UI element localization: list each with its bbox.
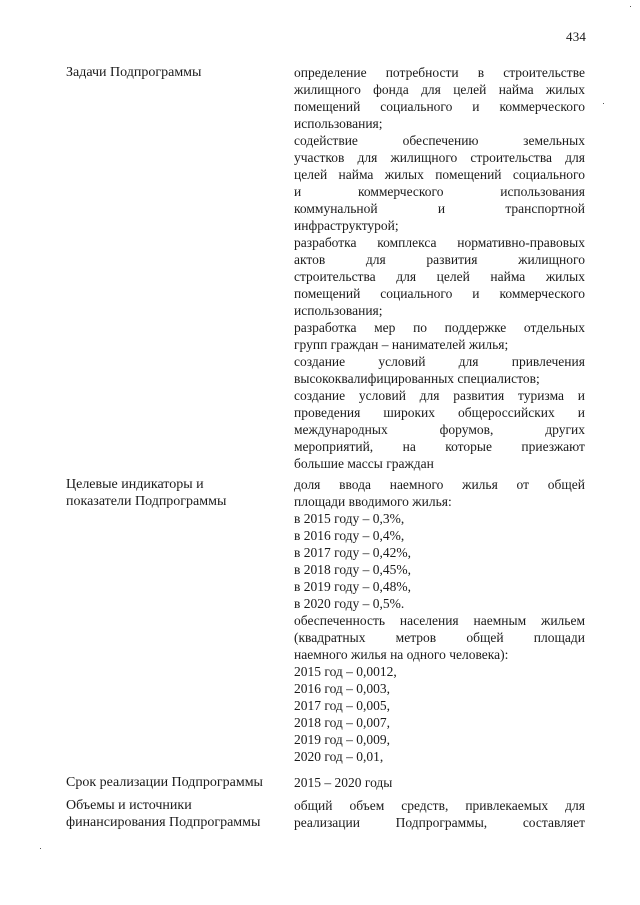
indicators-label (66, 476, 286, 510)
text-line: 2019 год – 0,009, (294, 732, 391, 747)
text-line: 2017 год – 0,005, (294, 698, 391, 713)
text-line: международных форумов, других (294, 422, 585, 437)
text-line: общий объем средств, привлекаемых для (294, 798, 585, 813)
text-line: 2018 год – 0,007, (294, 715, 391, 730)
text-line: высококвалифицированных специалистов; (294, 371, 540, 386)
text-line: проведения широких общероссийских и (294, 405, 585, 420)
text-line: площади вводимого жилья: (294, 494, 452, 509)
text-line: создание условий для развития туризма и (294, 388, 585, 403)
text-line: и коммерческого использования (294, 184, 585, 199)
text-line: помещений социального и коммерческого (294, 99, 585, 114)
text-line: обеспеченность населения наемным жильем (294, 613, 585, 628)
scan-speck (630, 6, 631, 7)
text-line: в 2017 году – 0,42%, (294, 545, 412, 560)
text-line: создание условий для привлечения (294, 354, 585, 369)
scan-speck (40, 848, 41, 849)
indicators-label-line: показатели Подпрограммы (66, 494, 227, 509)
text-line: 2020 год – 0,01, (294, 749, 384, 764)
text-line: помещений социального и коммерческого (294, 286, 585, 301)
text-line: мероприятий, на которые приезжают (294, 439, 585, 454)
indicators-label-line: Целевые индикаторы и (66, 477, 204, 492)
funding-content (294, 797, 585, 831)
text-line: наемного жилья на одного человека): (294, 647, 509, 662)
text-line: групп граждан – нанимателей жилья; (294, 337, 509, 352)
text-line: актов для развития жилищного (294, 252, 585, 267)
text-line: использования; (294, 116, 383, 131)
text-line: использования; (294, 303, 383, 318)
tasks-label: Задачи Подпрограммы (66, 65, 202, 80)
tasks-content (294, 64, 585, 472)
text-line: в 2019 году – 0,48%, (294, 579, 412, 594)
text-line: (квадратных метров общей площади (294, 630, 585, 645)
text-line: строительства для целей найма жилых (294, 269, 585, 284)
text-line: содействие обеспечению земельных (294, 133, 585, 148)
text-line: большие массы граждан (294, 456, 434, 471)
text-line: разработка мер по поддержке отдельных (294, 320, 585, 335)
text-line: в 2018 году – 0,45%, (294, 562, 412, 577)
text-line: в 2015 году – 0,3%, (294, 511, 405, 526)
term-label: Срок реализации Подпрограммы (66, 775, 263, 790)
term-value: 2015 – 2020 годы (294, 775, 393, 790)
text-line: коммунальной и транспортной (294, 201, 585, 216)
text-line: 2016 год – 0,003, (294, 681, 391, 696)
funding-label-line: Объемы и источники (66, 798, 192, 813)
text-line: целей найма жилых помещений социального (294, 167, 585, 182)
text-line: 2015 год – 0,0012, (294, 664, 397, 679)
text-line: в 2020 году – 0,5%. (294, 596, 405, 611)
text-line: доля ввода наемного жилья от общей (294, 477, 585, 492)
scan-speck (603, 103, 604, 104)
text-line: инфраструктурой; (294, 218, 399, 233)
page-number: 434 (566, 29, 587, 44)
text-line: определение потребности в строительстве (294, 65, 585, 80)
indicators-content (294, 476, 585, 765)
funding-label-line: финансирования Подпрограммы (66, 815, 261, 830)
text-line: разработка комплекса нормативно-правовых (294, 235, 585, 250)
text-line: жилищного фонда для целей найма жилых (294, 82, 585, 97)
text-line: участков для жилищного строительства для (294, 150, 585, 165)
funding-label (66, 797, 286, 831)
text-line: реализации Подпрограммы, составляет (294, 815, 585, 830)
text-line: в 2016 году – 0,4%, (294, 528, 405, 543)
